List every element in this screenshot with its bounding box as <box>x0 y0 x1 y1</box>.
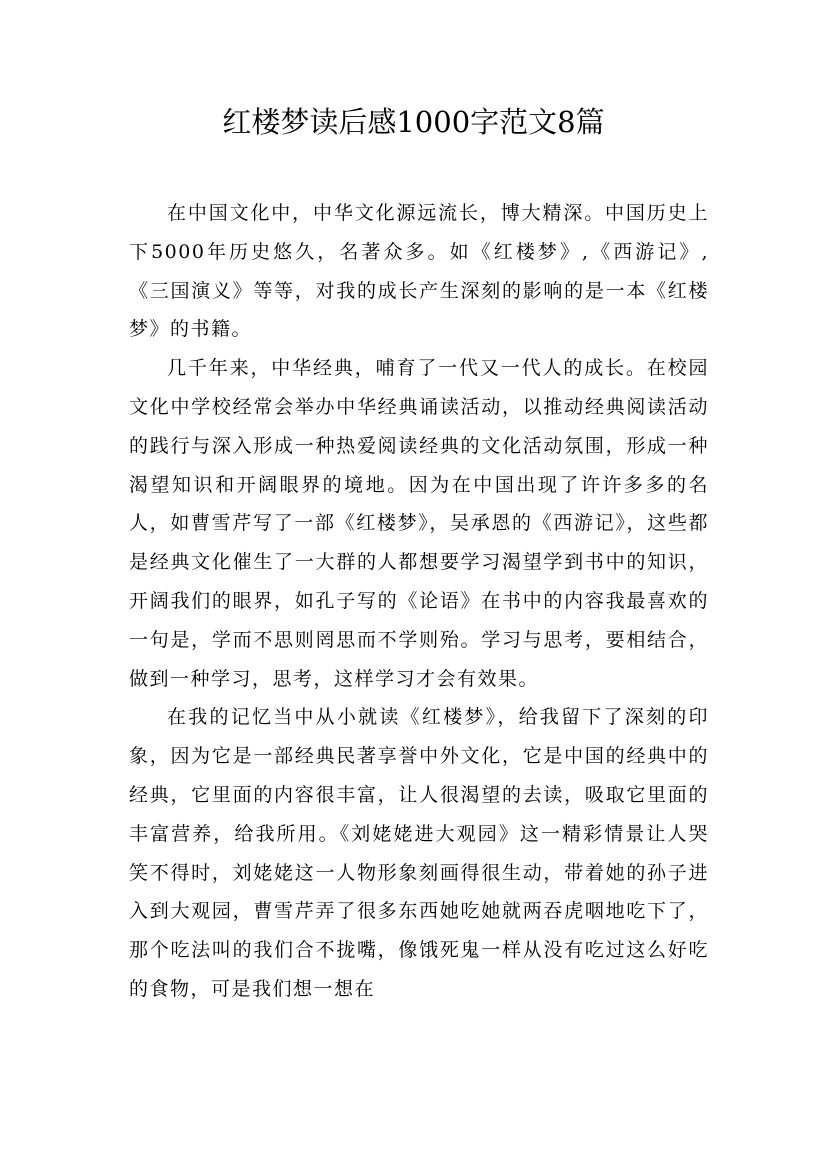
paragraph-2: 几千年来，中华经典，哺育了一代又一代人的成长。在校园文化中学校经常会举办中华经典诵读活动，以推动经典阅读活动的践行与深入形成一种热爱阅读经典的文化活动氛围，形成一种渴望知识和开阔眼界的境地。因为在中国出现了许许多多的名人，如曹雪芹写了一部《红楼梦》，吴承恩的《西游记》，这些都是经典文化催生了一大群的人都想要学习渴望学到书中的知识，开阔我们的眼界，如孔子写的《论语》在书中的内容我最喜欢的一句是，学而不思则罔思而不学则殆。学习与思考，要相结合，做到一种学习，思考，这样学习才会有效果。 <box>129 357 709 690</box>
paragraph-3: 在我的记忆当中从小就读《红楼梦》，给我留下了深刻的印象，因为它是一部经典民著享誉中外文化，它是中国的经典中的经典，它里面的内容很丰富，让人很渴望的去读，吸取它里面的丰富营养，给我所用。《刘姥姥进大观园》这一精彩情景让人哭笑不得时，刘姥姥这一人物形象刻画得很生动，带着她的孙子进入到大观园，曹雪芹弄了很多东西她吃她就两吞虎咽地吃下了，那个吃法叫的我们合不拢嘴，像饿死鬼一样从没有吃过这么好吃的食物，可是我们想一想在 <box>129 706 709 1000</box>
document-title: 红楼梦读后感1000字范文8篇 <box>222 105 605 139</box>
paragraph-1: 在中国文化中，中华文化源远流长，博大精深。中国历史上下5000年历史悠久，名著众多。如《红楼梦》,《西游记》,《三国演义》等等，对我的成长产生深刻的影响的是一本《红楼梦》的书籍。 <box>129 202 709 341</box>
document-body <box>129 194 709 1009</box>
